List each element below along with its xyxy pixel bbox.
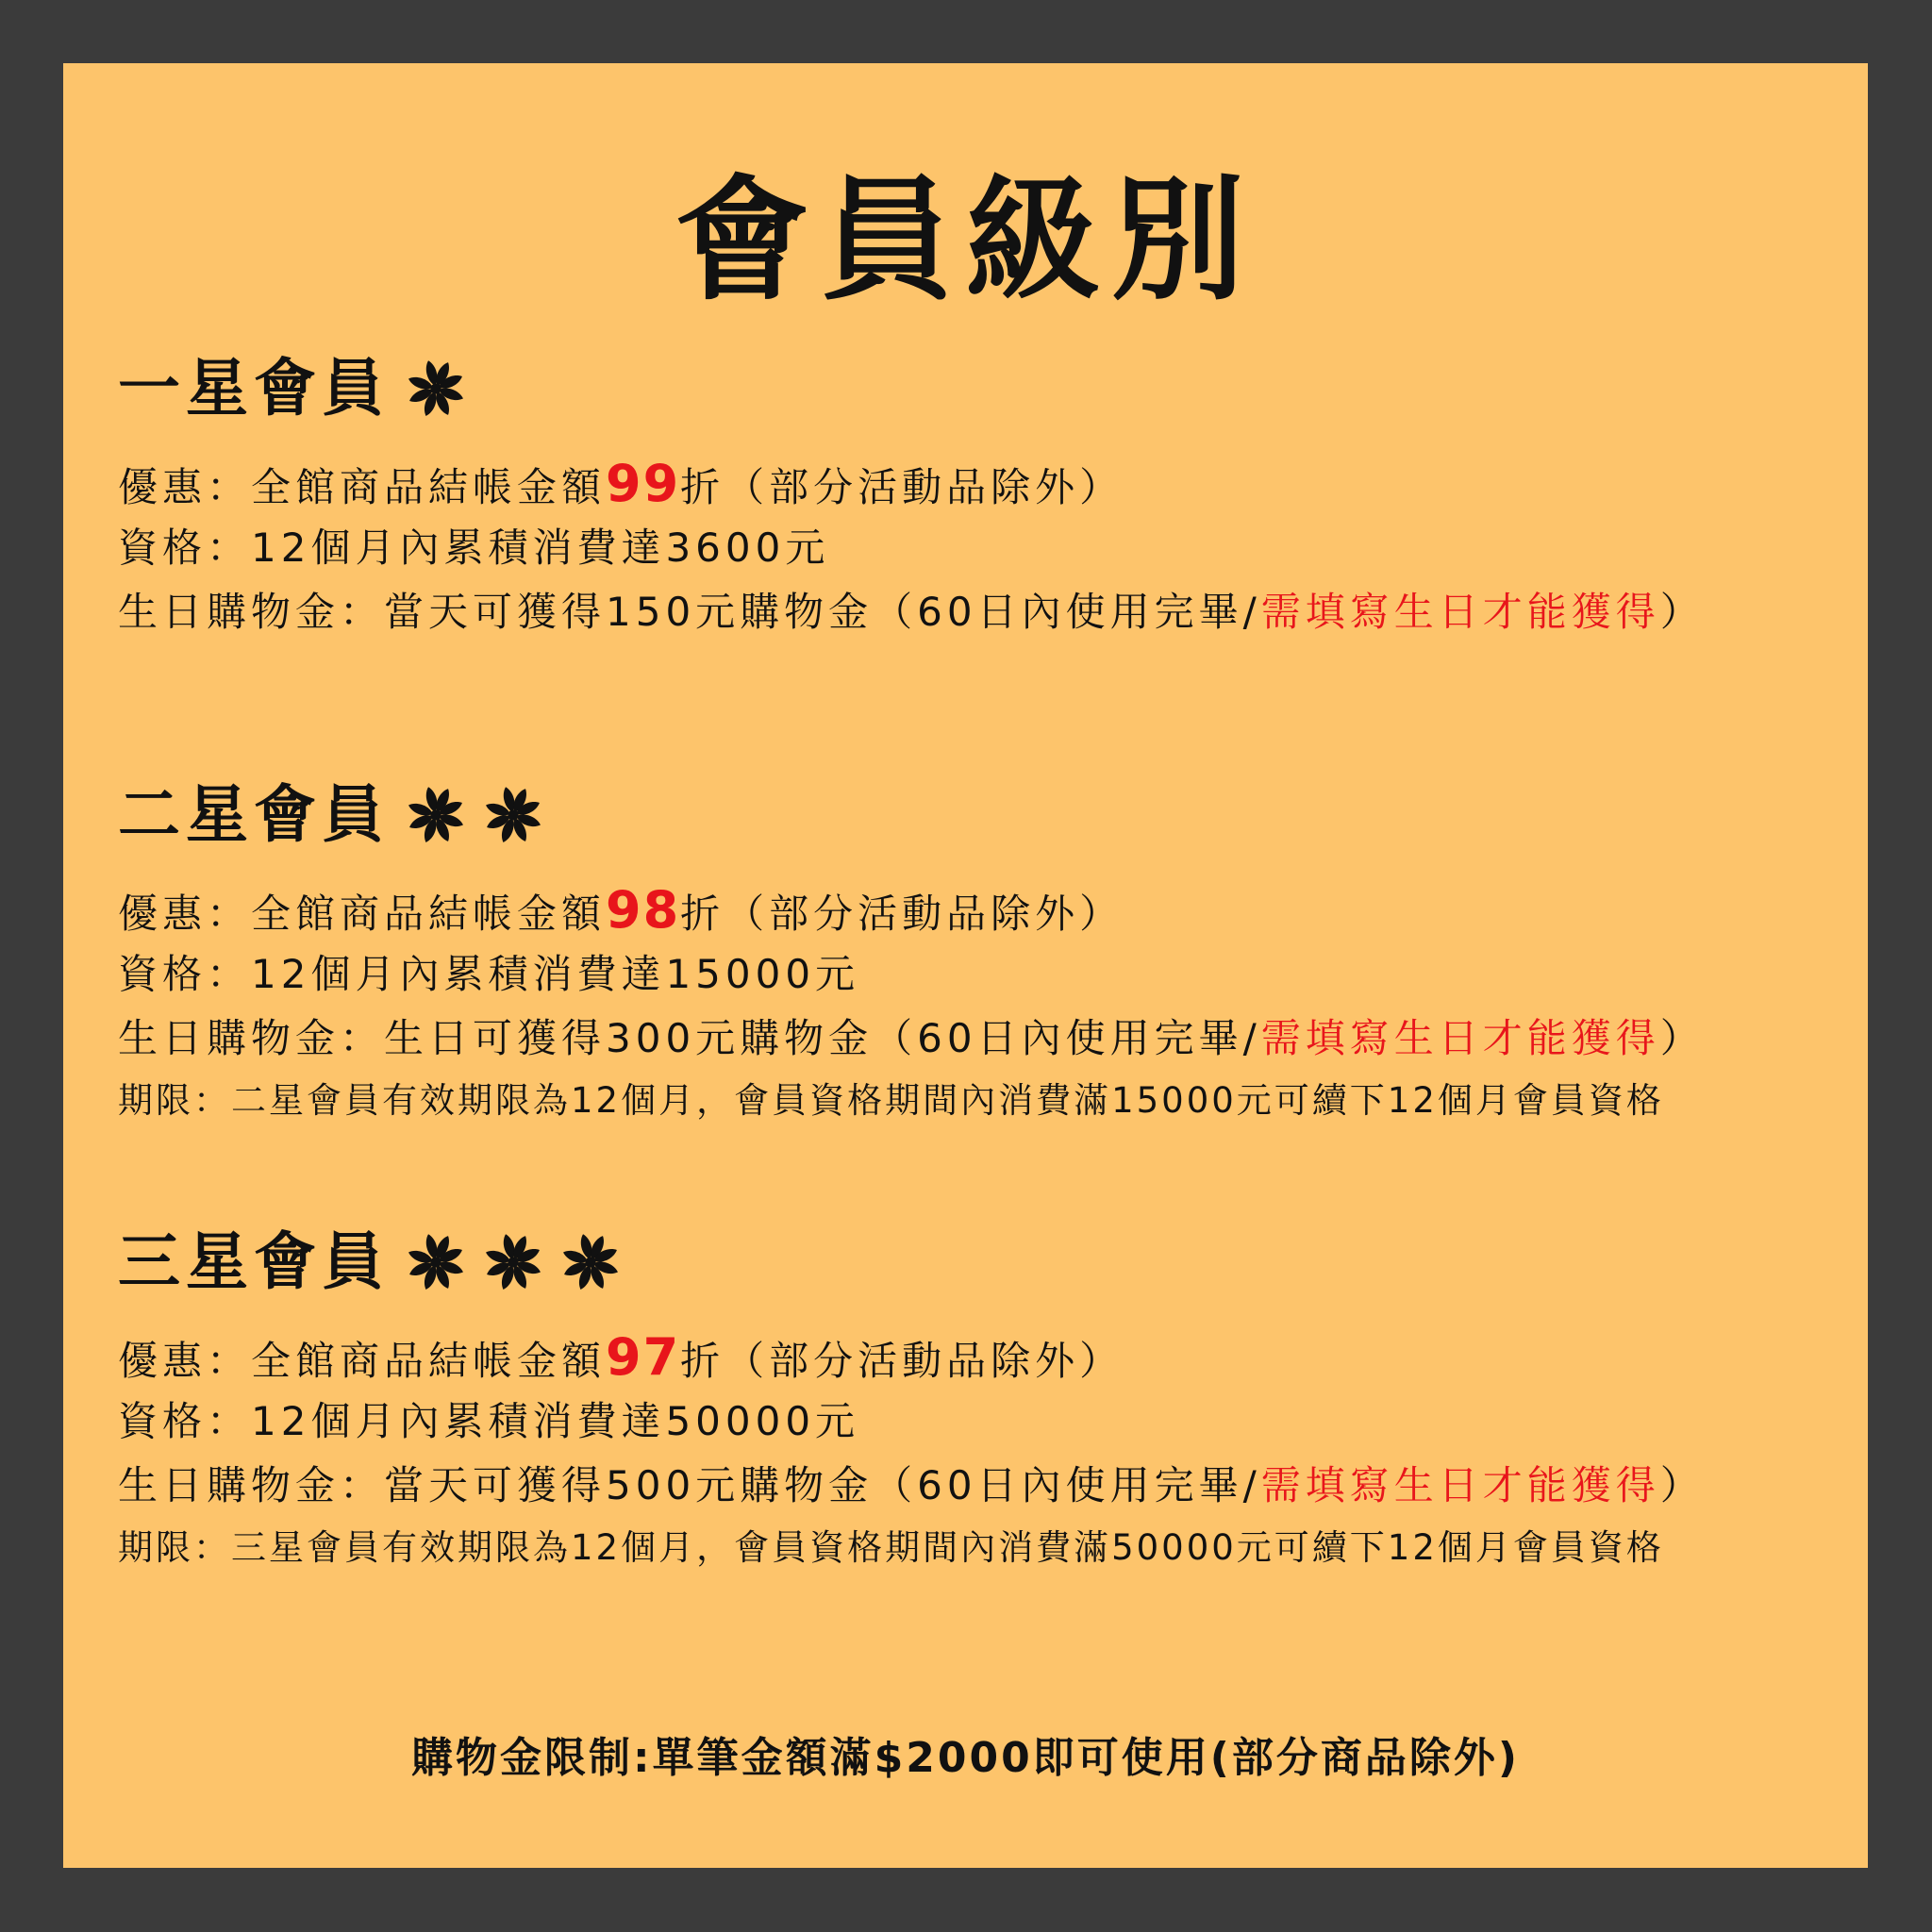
tier-three-star: [118, 1220, 1844, 1578]
birthday-line: [118, 580, 1844, 644]
tier-heading: [118, 773, 1844, 858]
birthday-suffix: ）: [1659, 589, 1705, 635]
asterisk-flower-icon: [403, 1229, 469, 1295]
asterisk-flower-icon: [480, 782, 546, 848]
discount-prefix: 優惠：全館商品結帳金額: [118, 1338, 607, 1384]
discount-value: 98: [606, 880, 681, 940]
qualification-line: 資格：12個月內累積消費達3600元: [118, 525, 830, 571]
discount-line: [118, 452, 1844, 516]
tier-one-star: [118, 346, 1844, 644]
tier-name: 三星會員: [118, 1225, 390, 1298]
discount-prefix: 優惠：全館商品結帳金額: [118, 464, 607, 510]
birthday-note: 需填寫生日才能獲得: [1260, 589, 1660, 635]
discount-suffix: 折（部分活動品除外）: [680, 891, 1124, 937]
tier-heading: [118, 346, 1844, 431]
tier-heading: [118, 1220, 1844, 1305]
tier-name: 二星會員: [118, 778, 390, 851]
discount-value: 97: [606, 1327, 681, 1387]
birthday-line: [118, 1454, 1844, 1518]
birthday-note: 需填寫生日才能獲得: [1260, 1015, 1660, 1061]
birthday-prefix: 生日購物金：當天可獲得500元購物金（60日內使用完畢/: [118, 1462, 1261, 1508]
qualification-line: 資格：12個月內累積消費達50000元: [118, 1398, 860, 1444]
discount-suffix: 折（部分活動品除外）: [680, 464, 1124, 510]
page-title: 會員級別: [675, 163, 1257, 319]
asterisk-flower-icon: [558, 1229, 624, 1295]
discount-prefix: 優惠：全館商品結帳金額: [118, 891, 607, 937]
star-rating: [403, 356, 480, 422]
asterisk-flower-icon: [403, 356, 469, 422]
validity-line: 期限：二星會員有效期限為12個月，會員資格期間內消費滿15000元可續下12個月會員資格: [118, 1080, 1664, 1121]
birthday-suffix: ）: [1659, 1462, 1705, 1508]
discount-line: [118, 878, 1844, 942]
birthday-prefix: 生日購物金：當天可獲得150元購物金（60日內使用完畢/: [118, 589, 1261, 635]
discount-suffix: 折（部分活動品除外）: [680, 1338, 1124, 1384]
birthday-line: [118, 1007, 1844, 1071]
qualification-line: 資格：12個月內累積消費達15000元: [118, 951, 860, 997]
tier-name: 一星會員: [118, 352, 390, 425]
asterisk-flower-icon: [403, 782, 469, 848]
star-rating: [403, 1229, 635, 1295]
membership-card: [63, 63, 1868, 1868]
star-rating: [403, 782, 558, 848]
footer-note: 購物金限制:單筆金額滿$2000即可使用(部分商品除外): [411, 1734, 1520, 1782]
tier-two-star: [118, 773, 1844, 1131]
discount-value: 99: [606, 454, 681, 513]
validity-line: 期限：三星會員有效期限為12個月，會員資格期間內消費滿50000元可續下12個月會員資格: [118, 1527, 1664, 1568]
asterisk-flower-icon: [480, 1229, 546, 1295]
discount-line: [118, 1325, 1844, 1390]
birthday-note: 需填寫生日才能獲得: [1260, 1462, 1660, 1508]
birthday-suffix: ）: [1659, 1015, 1705, 1061]
birthday-prefix: 生日購物金：生日可獲得300元購物金（60日內使用完畢/: [118, 1015, 1261, 1061]
